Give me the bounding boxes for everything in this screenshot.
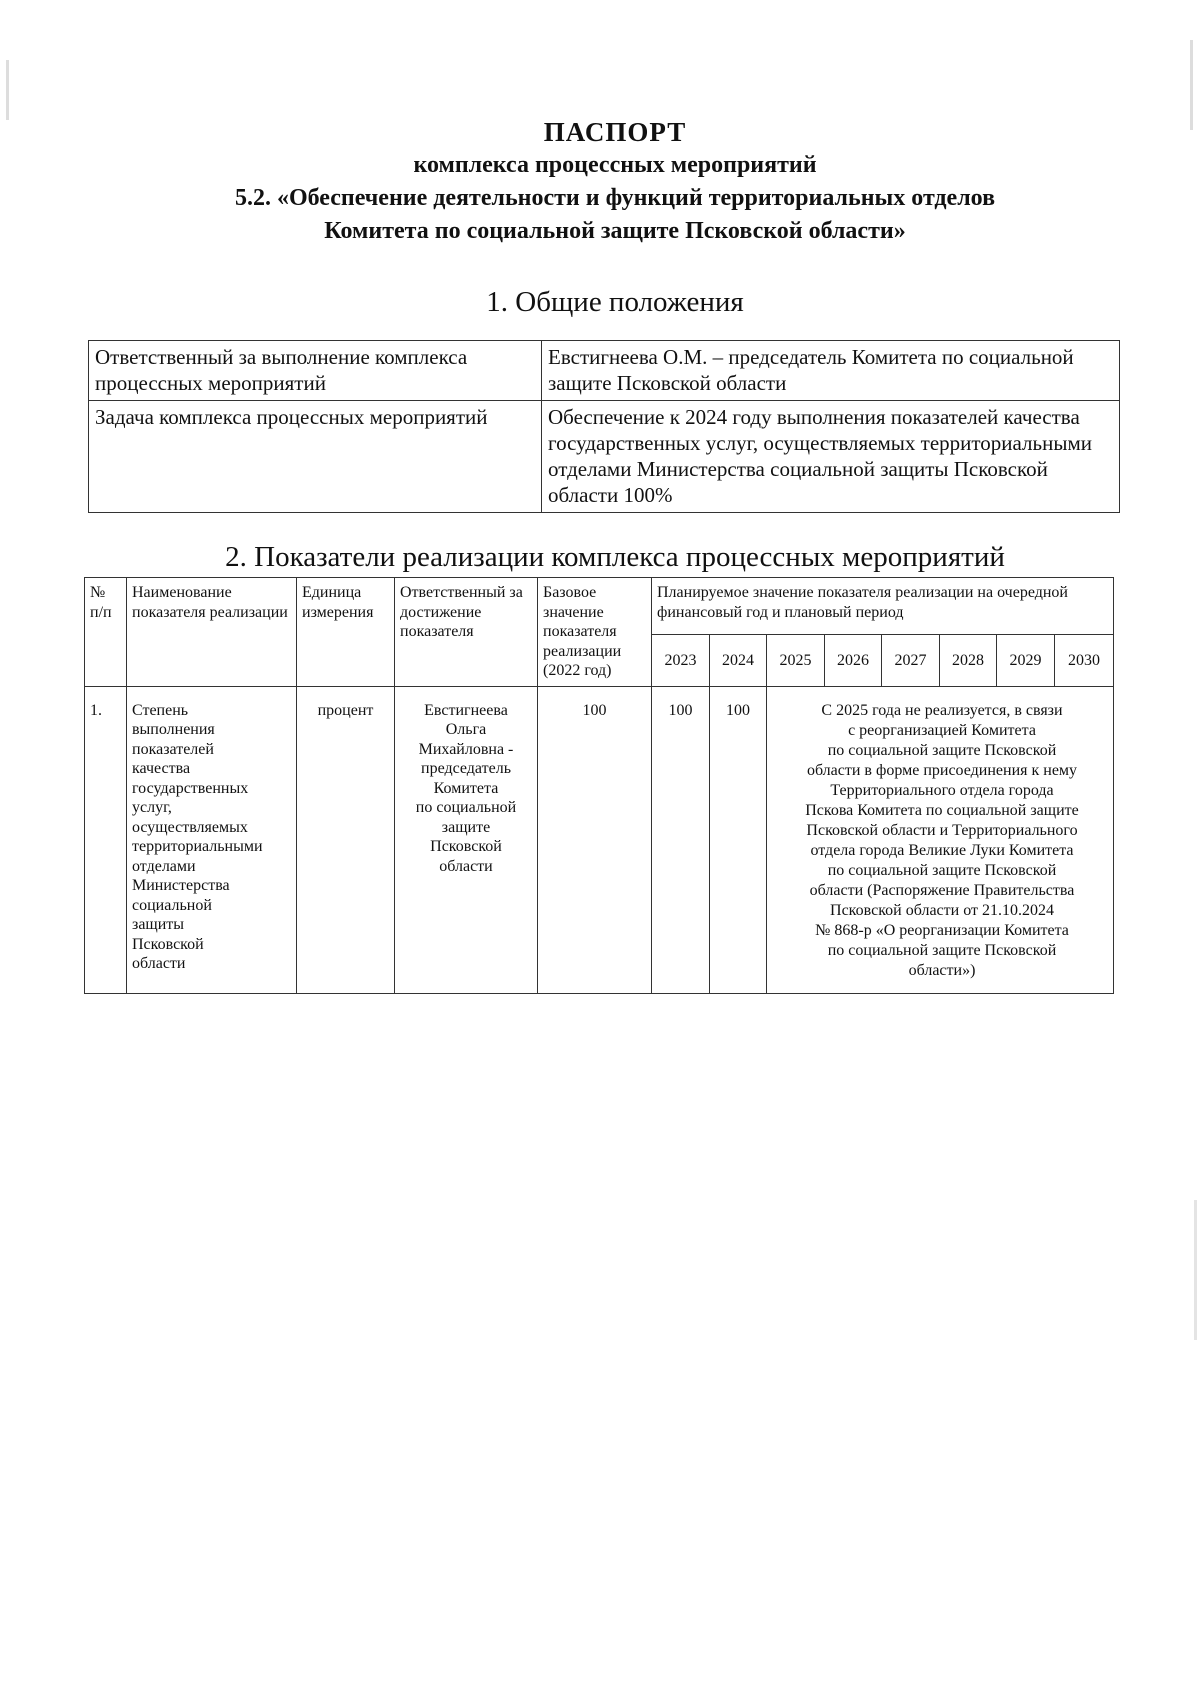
header-year: 2023 [652, 635, 710, 687]
document-title-block [0, 115, 1200, 248]
header-num: № п/п [85, 578, 127, 687]
header-year: 2028 [940, 635, 997, 687]
indicators-table [84, 577, 1114, 994]
header-year: 2024 [710, 635, 767, 687]
header-year: 2029 [997, 635, 1055, 687]
row-indicator-name: Степень выполнения показателей качества государственных услуг, осуществляемых территориальными отделами Министерства социальной защиты Псковской области [127, 686, 297, 993]
table-header-row [85, 578, 1114, 635]
task-label: Задача комплекса процессных мероприятий [89, 401, 542, 513]
document-subtitle-line-1: комплекса процессных мероприятий [413, 152, 817, 178]
header-responsible: Ответственный за достижение показателя [395, 578, 538, 687]
header-name: Наименование показателя реализации [127, 578, 297, 687]
row-base-value: 100 [538, 686, 652, 993]
row-note: С 2025 года не реализуется, в связи с реорганизацией Комитета по социальной защите Псковской области в форме присоединения к нему Территориального отдела города Пскова Комитета по социальной защите Псковской области и Территориального отдела города Великие Луки Комитета по социальной защите Псковской области (Распоряжение Правительства Псковской области от 21.10.2024 № 868-р «О реорганизации Комитета по социальной защите Псковской области») [767, 686, 1114, 993]
row-responsible: Евстигнеева Ольга Михайловна - председатель Комитета по социальной защите Псковской области [395, 686, 538, 993]
general-provisions-table [88, 340, 1120, 513]
document-subtitle-line-3: Комитета по социальной защите Псковской области» [324, 218, 906, 244]
document-subtitle-line-2: 5.2. «Обеспечение деятельности и функций территориальных отделов [234, 185, 996, 211]
row-value-2023: 100 [652, 686, 710, 993]
document-title: ПАСПОРТ [543, 117, 687, 147]
header-unit: Единица измерения [297, 578, 395, 687]
header-year: 2026 [825, 635, 882, 687]
responsible-label: Ответственный за выполнение комплекса процессных мероприятий [89, 341, 542, 401]
header-base: Базовое значение показателя реализации (2022 год) [538, 578, 652, 687]
row-num: 1. [85, 686, 127, 993]
scan-edge-mark [1194, 1200, 1197, 1340]
header-year: 2025 [767, 635, 825, 687]
responsible-value: Евстигнеева О.М. – председатель Комитета по социальной защите Псковской области [542, 341, 1120, 401]
table-row [89, 341, 1120, 401]
header-planned: Планируемое значение показателя реализации на очередной финансовый год и плановый период [652, 578, 1114, 635]
row-unit: процент [297, 686, 395, 993]
scan-edge-mark [6, 60, 9, 120]
header-year: 2027 [882, 635, 940, 687]
task-value: Обеспечение к 2024 году выполнения показателей качества государственных услуг, осуществляемых территориальными отделами Министерства социальной защиты Псковской области 100% [542, 401, 1120, 513]
section-1-heading: 1. Общие положения [486, 286, 744, 318]
header-year: 2030 [1055, 635, 1114, 687]
table-row [85, 686, 1114, 993]
section-2-heading: 2. Показатели реализации комплекса процессных мероприятий [225, 541, 1005, 573]
table-row [89, 401, 1120, 513]
row-value-2024: 100 [710, 686, 767, 993]
